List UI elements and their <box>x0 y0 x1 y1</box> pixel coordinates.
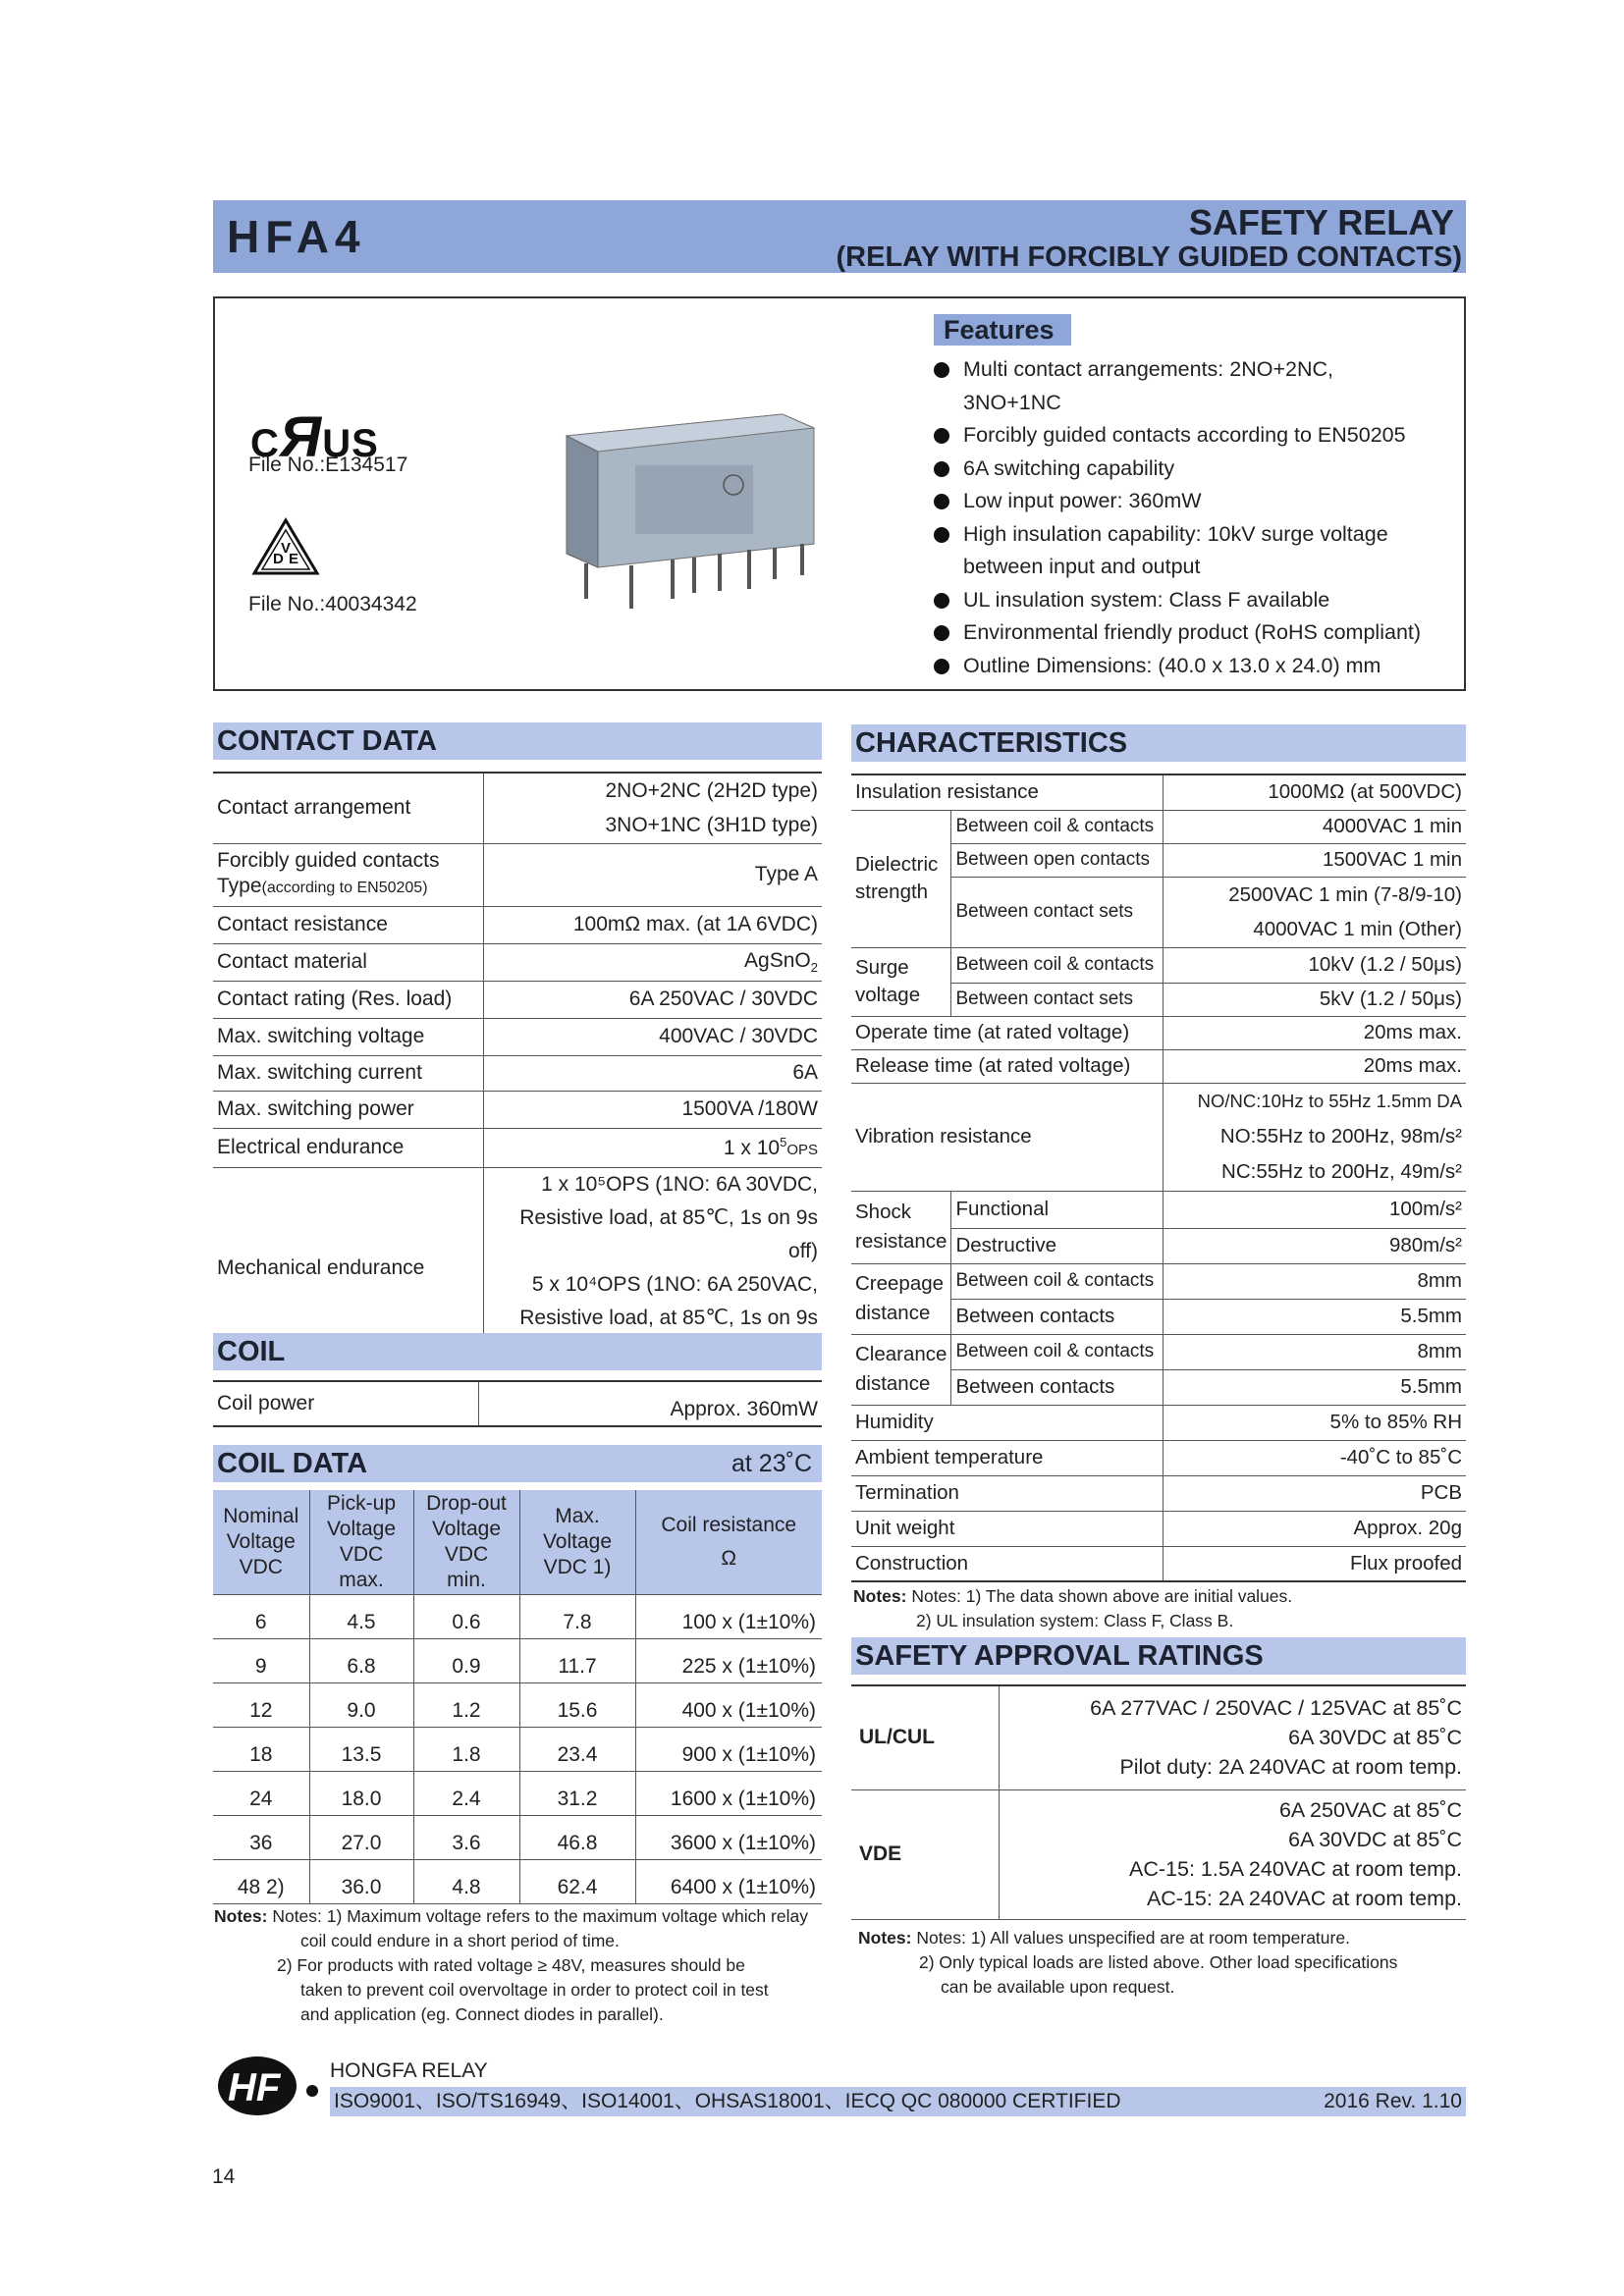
approval-label: VDE <box>851 1789 999 1919</box>
row-value: 1500VAC 1 min <box>1164 843 1466 877</box>
table-cell: 0.9 <box>413 1638 519 1682</box>
table-cell: 31.2 <box>519 1771 635 1815</box>
table-cell: 1600 x (1±10%) <box>635 1771 822 1815</box>
sub-label: Destructive <box>951 1228 1164 1263</box>
row-label: Electrical endurance <box>213 1128 483 1167</box>
feature-item: Outline Dimensions: (40.0 x 13.0 x 24.0) mm <box>932 650 1462 683</box>
row-value: -40˚C to 85˚C <box>1164 1440 1466 1475</box>
row-value: 20ms max. <box>1164 1049 1466 1083</box>
row-value: 1000MΩ (at 500VDC) <box>1164 774 1466 810</box>
row-value: 1500VA /180W <box>483 1091 822 1128</box>
row-label: Max. switching current <box>213 1055 483 1091</box>
table-cell: 9.0 <box>309 1682 413 1727</box>
svg-text:HF: HF <box>228 2066 281 2109</box>
bullet-icon <box>934 625 949 641</box>
sub-label: Functional <box>951 1191 1164 1228</box>
footer-bar <box>330 2087 1466 2116</box>
table-row <box>213 1638 822 1682</box>
page-number: 14 <box>212 2165 236 2188</box>
row-value: 1 x $10^5OPS$ <box>483 1128 822 1167</box>
sub-label: Between contact sets <box>951 983 1164 1016</box>
model-name: HFA4 <box>227 211 366 262</box>
row-label: Ambient temperature <box>851 1440 1164 1475</box>
feature-item: High insulation capability: 10kV surge voltage <box>932 518 1462 552</box>
table-cell: 11.7 <box>519 1638 635 1682</box>
ul-logo: CЯUS <box>250 405 379 469</box>
bullet-icon <box>934 527 949 543</box>
company-name: HONGFA RELAY <box>330 2059 488 2082</box>
row-value: AgSnO$_2$ <box>483 943 822 981</box>
row-label: Vibration resistance <box>851 1083 1164 1191</box>
hongfa-logo <box>214 2054 324 2123</box>
table-row <box>213 1815 822 1859</box>
table-row <box>213 1682 822 1727</box>
feature-item: between input and output <box>963 555 1201 578</box>
table-cell: 46.8 <box>519 1815 635 1859</box>
row-label: Shock resistance <box>851 1191 951 1263</box>
sub-label: Between contact sets <box>951 877 1164 947</box>
row-value: 400VAC / 30VDC <box>483 1018 822 1055</box>
table-cell: 36.0 <box>309 1859 413 1903</box>
sub-label: Between contacts <box>951 1369 1164 1405</box>
row-label: Contact resistance <box>213 906 483 943</box>
coil-data-notes: Notes: Notes: 1) Maximum voltage refers to the maximum voltage which relay coil could endure in a short period of time. 2) For products with rated voltage ≥ 48V, measures should be taken to prevent coil overvoltage in order to protect coil in test and application (eg. Connect diodes in parallel). <box>214 1906 808 2024</box>
title-bar <box>213 200 1466 273</box>
feature-box <box>213 296 1466 691</box>
row-value: NO/NC:10Hz to 55Hz 1.5mm DA NO:55Hz to 200Hz, 98m/s² NC:55Hz to 200Hz, 49m/s² <box>1164 1083 1466 1191</box>
row-label: Clearance distance <box>851 1334 951 1405</box>
sub-label: Between coil & contacts <box>951 810 1164 843</box>
row-label: Contact rating (Res. load) <box>213 981 483 1018</box>
row-value: 6A 250VAC / 30VDC <box>483 981 822 1018</box>
table-cell: 1.2 <box>413 1682 519 1727</box>
row-value: 10kV (1.2 / 50μs) <box>1164 947 1466 983</box>
row-label: Mechanical endurance <box>213 1167 483 1369</box>
row-value: 5.5mm <box>1164 1369 1466 1405</box>
characteristics-notes: Notes: Notes: 1) The data shown above are initial values. 2) UL insulation system: Class F, Class B. <box>853 1586 1293 1630</box>
row-value: 8mm <box>1164 1334 1466 1369</box>
bullet-icon <box>934 461 949 477</box>
bullet-icon <box>934 659 949 674</box>
row-label: Release time (at rated voltage) <box>851 1049 1164 1083</box>
table-cell: 27.0 <box>309 1815 413 1859</box>
row-value: Type A <box>483 843 822 906</box>
table-cell: 12 <box>213 1682 309 1727</box>
svg-text:V: V <box>281 540 292 557</box>
features-heading: Features <box>934 314 1071 346</box>
table-row <box>213 1859 822 1903</box>
row-label: Insulation resistance <box>851 774 1164 810</box>
row-value: 5.5mm <box>1164 1299 1466 1334</box>
bullet-icon <box>934 428 949 444</box>
table-cell: 9 <box>213 1638 309 1682</box>
row-value: 5% to 85% RH <box>1164 1405 1466 1440</box>
table-row <box>213 1594 822 1638</box>
table-cell: 225 x (1±10%) <box>635 1638 822 1682</box>
col-header: Pick-up Voltage VDC max. <box>309 1490 413 1594</box>
row-label: Creepage distance <box>851 1263 951 1334</box>
table-cell: 23.4 <box>519 1727 635 1771</box>
table-cell: 6.8 <box>309 1638 413 1682</box>
sub-label: Between coil & contacts <box>951 1263 1164 1299</box>
row-label: Forcibly guided contacts Type(according to EN50205) <box>213 843 483 906</box>
row-value: 4000VAC 1 min <box>1164 810 1466 843</box>
feature-item: Environmental friendly product (RoHS compliant) <box>932 616 1462 650</box>
bullet-icon <box>934 593 949 609</box>
sub-label: Between coil & contacts <box>951 947 1164 983</box>
characteristics-heading: CHARACTERISTICS <box>851 724 1466 762</box>
table-cell: 36 <box>213 1815 309 1859</box>
row-value: 2NO+2NC (2H2D type) 3NO+1NC (3H1D type) <box>483 773 822 843</box>
bullet-icon <box>934 362 949 378</box>
coil-heading: COIL <box>213 1333 822 1370</box>
coil-data-temperature: at 23˚C <box>731 1450 812 1477</box>
contact-data-heading: CONTACT DATA <box>213 722 822 760</box>
table-cell: 48 2) <box>213 1859 309 1903</box>
coil-data-table <box>213 1490 822 1904</box>
vde-logo <box>250 516 321 582</box>
row-value: 980m/s² <box>1164 1228 1466 1263</box>
row-label: Max. switching voltage <box>213 1018 483 1055</box>
certifications-text: ISO9001、ISO/TS16949、ISO14001、OHSAS18001、IECQ QC 080000 CERTIFIED <box>334 2090 1121 2112</box>
row-value: 100mΩ max. (at 1A 6VDC) <box>483 906 822 943</box>
safety-notes: Notes: Notes: 1) All values unspecified are at room temperature. 2) Only typical loads are listed above. Other load specifications can be available upon request. <box>858 1928 1398 1997</box>
table-cell: 4.5 <box>309 1594 413 1638</box>
sub-label: Between open contacts <box>951 843 1164 877</box>
row-value: PCB <box>1164 1475 1466 1511</box>
row-value: Flux proofed <box>1164 1546 1466 1581</box>
table-cell: 6 <box>213 1594 309 1638</box>
table-cell: 400 x (1±10%) <box>635 1682 822 1727</box>
row-value: 20ms max. <box>1164 1016 1466 1049</box>
table-cell: 0.6 <box>413 1594 519 1638</box>
approval-label: UL/CUL <box>851 1685 999 1789</box>
feature-item: 3NO+1NC <box>963 390 1061 414</box>
feature-item: UL insulation system: Class F available <box>932 584 1462 617</box>
row-label: Coil power <box>213 1381 478 1426</box>
product-subtitle: (RELAY WITH FORCIBLY GUIDED CONTACTS) <box>836 241 1462 273</box>
row-value: Approx. 360mW <box>478 1381 822 1426</box>
contact-data-table <box>213 772 822 1370</box>
safety-heading: SAFETY APPROVAL RATINGS <box>851 1637 1466 1675</box>
characteristics-table <box>851 774 1466 1582</box>
sub-label: Between coil & contacts <box>951 1334 1164 1369</box>
table-cell: 24 <box>213 1771 309 1815</box>
table-cell: 15.6 <box>519 1682 635 1727</box>
row-label: Construction <box>851 1546 1164 1581</box>
row-value: 8mm <box>1164 1263 1466 1299</box>
table-cell: 18 <box>213 1727 309 1771</box>
row-value: 2500VAC 1 min (7-8/9-10) 4000VAC 1 min (Other) <box>1164 877 1466 947</box>
row-value: 1 x 10⁵OPS (1NO: 6A 30VDC, Resistive load, at 85℃, 1s on 9s off) 5 x 10⁴OPS (1NO: 6A 250VAC, Resistive load, at 85℃, 1s on 9s <box>483 1167 822 1369</box>
product-title: SAFETY RELAY <box>1188 202 1454 242</box>
safety-table <box>851 1684 1466 1920</box>
table-cell: 3600 x (1±10%) <box>635 1815 822 1859</box>
features-list <box>932 353 1462 682</box>
feature-item: 6A switching capability <box>932 453 1462 486</box>
row-label: Humidity <box>851 1405 1164 1440</box>
table-cell: 3.6 <box>413 1815 519 1859</box>
table-row <box>213 1727 822 1771</box>
svg-text:E: E <box>289 551 299 567</box>
row-label: Max. switching power <box>213 1091 483 1128</box>
table-cell: 100 x (1±10%) <box>635 1594 822 1638</box>
feature-item: Forcibly guided contacts according to EN50205 <box>932 419 1462 453</box>
row-value: Approx. 20g <box>1164 1511 1466 1546</box>
row-value: 100m/s² <box>1164 1191 1466 1228</box>
table-cell: 18.0 <box>309 1771 413 1815</box>
col-header: Drop-out Voltage VDC min. <box>413 1490 519 1594</box>
table-cell: 2.4 <box>413 1771 519 1815</box>
row-label: Termination <box>851 1475 1164 1511</box>
col-header: Coil resistance Ω <box>635 1490 822 1594</box>
feature-item: Low input power: 360mW <box>932 485 1462 518</box>
table-cell: 4.8 <box>413 1859 519 1903</box>
revision-text: 2016 Rev. 1.10 <box>1324 2090 1462 2112</box>
table-row <box>213 1771 822 1815</box>
table-cell: 62.4 <box>519 1859 635 1903</box>
table-cell: 1.8 <box>413 1727 519 1771</box>
approval-values: 6A 250VAC at 85˚C 6A 30VDC at 85˚C AC-15: 1.5A 240VAC at room temp. AC-15: 2A 240VAC at room temp. <box>999 1789 1466 1919</box>
coil-data-heading: COIL DATA at 23˚C <box>213 1445 822 1482</box>
row-label: Contact arrangement <box>213 773 483 843</box>
row-label: Unit weight <box>851 1511 1164 1546</box>
row-label: Dielectric strength <box>851 810 951 947</box>
table-cell: 13.5 <box>309 1727 413 1771</box>
svg-text:D: D <box>273 551 284 567</box>
approval-values: 6A 277VAC / 250VAC / 125VAC at 85˚C 6A 30VDC at 85˚C Pilot duty: 2A 240VAC at room temp. <box>999 1685 1466 1789</box>
bullet-icon <box>934 494 949 509</box>
vde-file-number: File No.:40034342 <box>248 593 417 615</box>
relay-photo <box>547 406 832 627</box>
row-label: Operate time (at rated voltage) <box>851 1016 1164 1049</box>
row-label: Contact material <box>213 943 483 981</box>
sub-label: Between contacts <box>951 1299 1164 1334</box>
ul-file-number: File No.:E134517 <box>248 454 408 476</box>
table-cell: 7.8 <box>519 1594 635 1638</box>
row-value: 5kV (1.2 / 50μs) <box>1164 983 1466 1016</box>
feature-item: Multi contact arrangements: 2NO+2NC, <box>932 353 1462 387</box>
row-label: Surge voltage <box>851 947 951 1016</box>
table-cell: 900 x (1±10%) <box>635 1727 822 1771</box>
row-value: 6A <box>483 1055 822 1091</box>
coil-table <box>213 1380 822 1427</box>
table-cell: 6400 x (1±10%) <box>635 1859 822 1903</box>
col-header: Max. Voltage VDC 1) <box>519 1490 635 1594</box>
col-header: Nominal Voltage VDC <box>213 1490 309 1594</box>
